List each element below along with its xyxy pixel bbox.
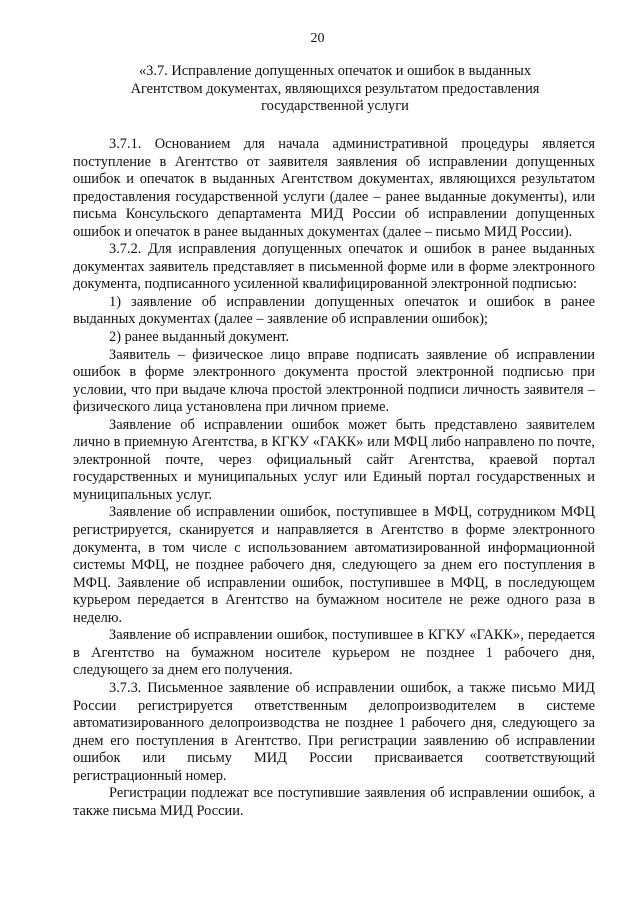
list-item-2: 2) ранее выданный документ.	[109, 329, 290, 346]
paragraph-gakk-processing: Заявление об исправлении ошибок, поступившее в КГКУ «ГАКК», передается в Агентство на бумажном носителе курьером не позднее 1 рабочего дня, следующего за днем его получения.	[73, 627, 595, 679]
paragraph-mfc-processing: Заявление об исправлении ошибок, поступившее в МФЦ, сотрудником МФЦ регистрируется, сканируется и направляется в Агентство в форме электронного документа, в том числе с использованием автоматизированной информационной системы МФЦ, не позднее рабочего дня, следующего за днем его поступления в МФЦ. Заявление об исправлении ошибок, поступившее в МФЦ, в последующем курьером передается в Агентство на бумажном носителе не реже одного раза в неделю.	[73, 504, 595, 626]
paragraph-3-7-1: 3.7.1. Основанием для начала административной процедуры является поступление в Агентство от заявителя заявления об исправлении допущенных ошибок и опечаток в выданных Агентством документах, являющихся результатом предоставления государственной услуги (далее – ранее выданные документы), или письма Консульского департамента МИД России об исправлении допущенных ошибок и опечаток в ранее выданных документах (далее – письмо МИД России).	[73, 136, 595, 240]
list-item-1: 1) заявление об исправлении допущенных опечаток и ошибок в ранее выданных документах (далее – заявление об исправлении ошибок);	[73, 293, 595, 328]
section-heading: «3.7. Исправление допущенных опечаток и ошибок в выданных Агентством документах, являющихся результатом предоставления государственной услуги	[130, 63, 540, 115]
paragraph-3-7-3: 3.7.3. Письменное заявление об исправлении ошибок, а также письмо МИД России регистрируется ответственным делопроизводителем в системе автоматизированного делопроизводства не позднее 1 рабочего дня, следующего за днем его поступления в Агентство. При регистрации заявлению об исправлении ошибок или письму МИД России присваивается соответствующий регистрационный номер.	[73, 679, 595, 784]
paragraph-applicant-signature: Заявитель – физическое лицо вправе подписать заявление об исправлении ошибок в форме электронного документа простой электронной подписью при условии, что при выдаче ключа простой электронной подписи личность заявителя – физического лица установлена при личном приеме.	[73, 346, 595, 416]
paragraph-3-7-2: 3.7.2. Для исправления допущенных опечаток и ошибок в ранее выданных документах заявитель представляет в письменной форме или в форме электронного документа, подписанного усиленной квалифицированной электронной подписью:	[73, 241, 595, 293]
document-body	[73, 136, 595, 820]
paragraph-registration: Регистрации подлежат все поступившие заявления об исправлении ошибок, а также письма МИД России.	[73, 785, 595, 819]
page-number: 20	[310, 31, 325, 46]
paragraph-submission-methods: Заявление об исправлении ошибок может быть представлено заявителем лично в приемную Агентства, в КГКУ «ГАКК» или МФЦ либо направлено по почте, электронной почте, через официальный сайт Агентства, краевой портал государственных и муниципальных услуг или Единый портал государственных и муниципальных услуг.	[73, 416, 595, 503]
